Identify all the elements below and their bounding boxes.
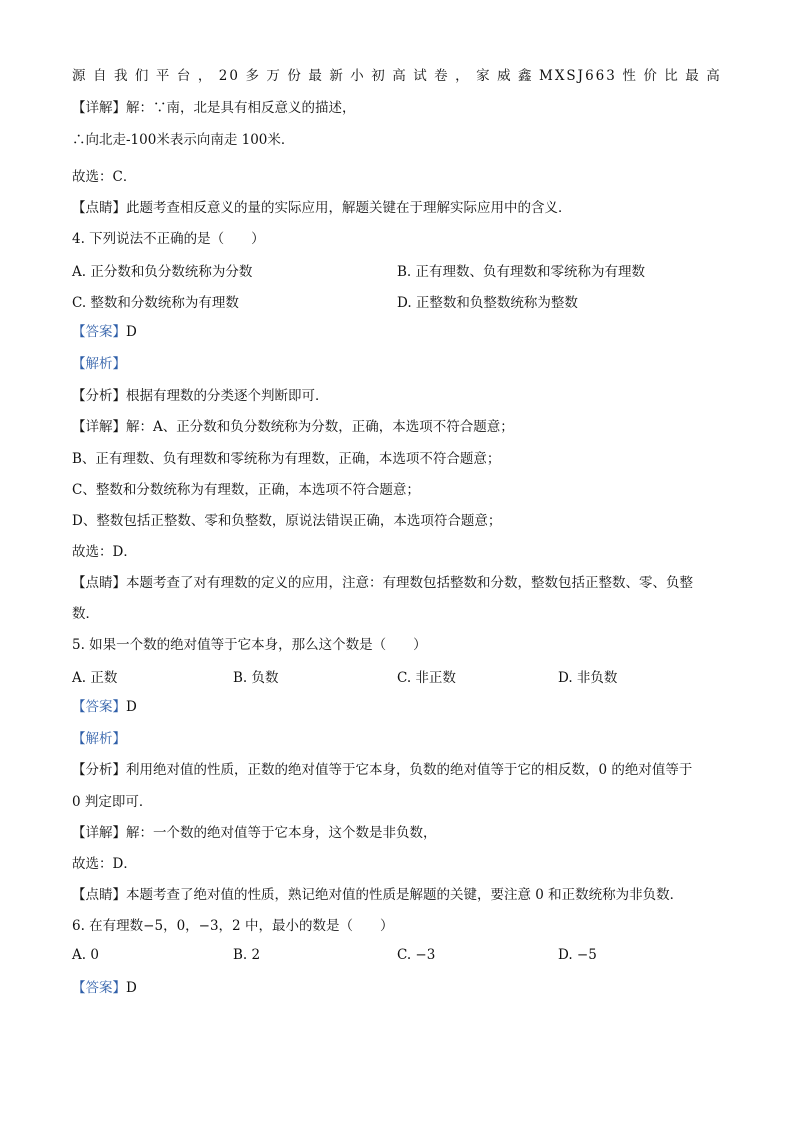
- q5-option-a: A. 正数: [72, 670, 118, 686]
- header-part: 份: [287, 68, 303, 84]
- header-part: 卷: [434, 68, 450, 84]
- header-part: 试: [413, 68, 429, 84]
- q4-stem: 4. 下列说法不正确的是（ ）: [72, 231, 265, 247]
- header-part: ，: [197, 68, 214, 84]
- header-part: 20: [218, 68, 240, 84]
- q5-option-c: C. 非正数: [397, 670, 456, 686]
- q5-comment: 【点睛】本题考查了绝对值的性质，熟记绝对值的性质是解题的关键，要注意 0 和正数统称为非负数．: [72, 887, 684, 903]
- header-part: 我: [113, 68, 130, 84]
- source-header: [72, 66, 722, 86]
- q6-stem: 6. 在有理数−5，0，−3，2 中，最小的数是（ ）: [72, 918, 394, 934]
- q4-comment-1: 【点睛】本题考查了对有理数的定义的应用，注意：有理数包括整数和分数，整数包括正整数、零、负整: [72, 575, 693, 591]
- q3-therefore: ∴向北走-100米表示向南走 100米．: [72, 132, 295, 148]
- answer-tag: 【答案】: [72, 324, 126, 340]
- header-part: 鑫: [518, 68, 534, 84]
- header-part: 性: [622, 68, 638, 84]
- q4-option-c: C. 整数和分数统称为有理数: [72, 295, 239, 311]
- header-part: 多: [245, 68, 261, 84]
- answer-value: D: [126, 324, 137, 340]
- header-part: 源: [72, 68, 88, 84]
- q4-choice: 故选：D．: [72, 544, 137, 560]
- q5-choice: 故选：D．: [72, 856, 137, 872]
- header-part: 高: [706, 68, 722, 84]
- header-part: 家: [476, 68, 492, 84]
- q5-option-b: B. 负数: [233, 670, 279, 686]
- header-part: 最: [685, 68, 701, 84]
- q5-analysis-2: 0 判定即可．: [72, 794, 153, 810]
- q5-analysis-1: 【分析】利用绝对值的性质，正数的绝对值等于它本身，负数的绝对值等于它的相反数，0 的绝对值等于: [72, 762, 693, 778]
- header-part: 威: [497, 68, 513, 84]
- header-part: 台: [176, 68, 193, 84]
- answer-tag: 【答案】: [72, 980, 126, 996]
- header-part: 万: [266, 68, 282, 84]
- q4-answer: [72, 322, 722, 342]
- q5-detail: 【详解】解：一个数的绝对值等于它本身，这个数是非负数，: [72, 825, 437, 841]
- header-part: 自: [92, 68, 109, 84]
- q4-option-d: D. 正整数和负整数统称为整数: [397, 295, 578, 311]
- q6-option-b: B. 2: [233, 947, 261, 963]
- header-part: 初: [371, 68, 387, 84]
- header-part: 平: [155, 68, 172, 84]
- q4-detail: 【详解】解：A、正分数和负分数统称为分数，正确，本选项不符合题意；: [72, 419, 514, 435]
- q4-comment-2: 数．: [72, 606, 99, 622]
- q4-detail-c: C、整数和分数统称为有理数，正确，本选项不符合题意；: [72, 482, 420, 498]
- q4-detail-b: B、正有理数、负有理数和零统称为有理数，正确，本选项不符合题意；: [72, 451, 501, 467]
- q5-analysis-tag: 【解析】: [72, 731, 126, 747]
- q3-detail: 【详解】解：∵南，北是具有相反意义的描述，: [72, 100, 356, 116]
- q6-option-d: D. −5: [558, 947, 597, 963]
- q3-choice: 故选：C．: [72, 169, 137, 185]
- q4-analysis: 【分析】根据有理数的分类逐个判断即可．: [72, 388, 329, 404]
- header-part: 们: [134, 68, 151, 84]
- q4-analysis-tag: 【解析】: [72, 356, 126, 372]
- header-part: 价: [643, 68, 659, 84]
- q5-answer: [72, 697, 722, 717]
- header-part: 新: [329, 68, 345, 84]
- q4-detail-d: D、整数包括正整数、零和负整数，原说法错误正确，本选项符合题意；: [72, 513, 502, 529]
- q5-stem: 5. 如果一个数的绝对值等于它本身，那么这个数是（ ）: [72, 637, 427, 653]
- q6-answer: [72, 978, 722, 998]
- q4-option-a: A. 正分数和负分数统称为分数: [72, 264, 253, 280]
- answer-value: D: [126, 699, 137, 715]
- header-part: 比: [664, 68, 680, 84]
- q5-option-d: D. 非负数: [558, 670, 618, 686]
- header-part: MXSJ663: [539, 68, 617, 84]
- header-part: 最: [308, 68, 324, 84]
- q6-option-c: C. −3: [397, 947, 436, 963]
- header-part: 高: [392, 68, 408, 84]
- q3-comment: 【点睛】此题考查相反意义的量的实际应用，解题关键在于理解实际应用中的含义．: [72, 200, 572, 216]
- q4-option-b: B. 正有理数、负有理数和零统称为有理数: [397, 264, 646, 280]
- answer-value: D: [126, 980, 137, 996]
- header-part: 小: [350, 68, 366, 84]
- answer-tag: 【答案】: [72, 699, 126, 715]
- header-part: ，: [455, 68, 471, 84]
- q6-option-a: A. 0: [72, 947, 99, 963]
